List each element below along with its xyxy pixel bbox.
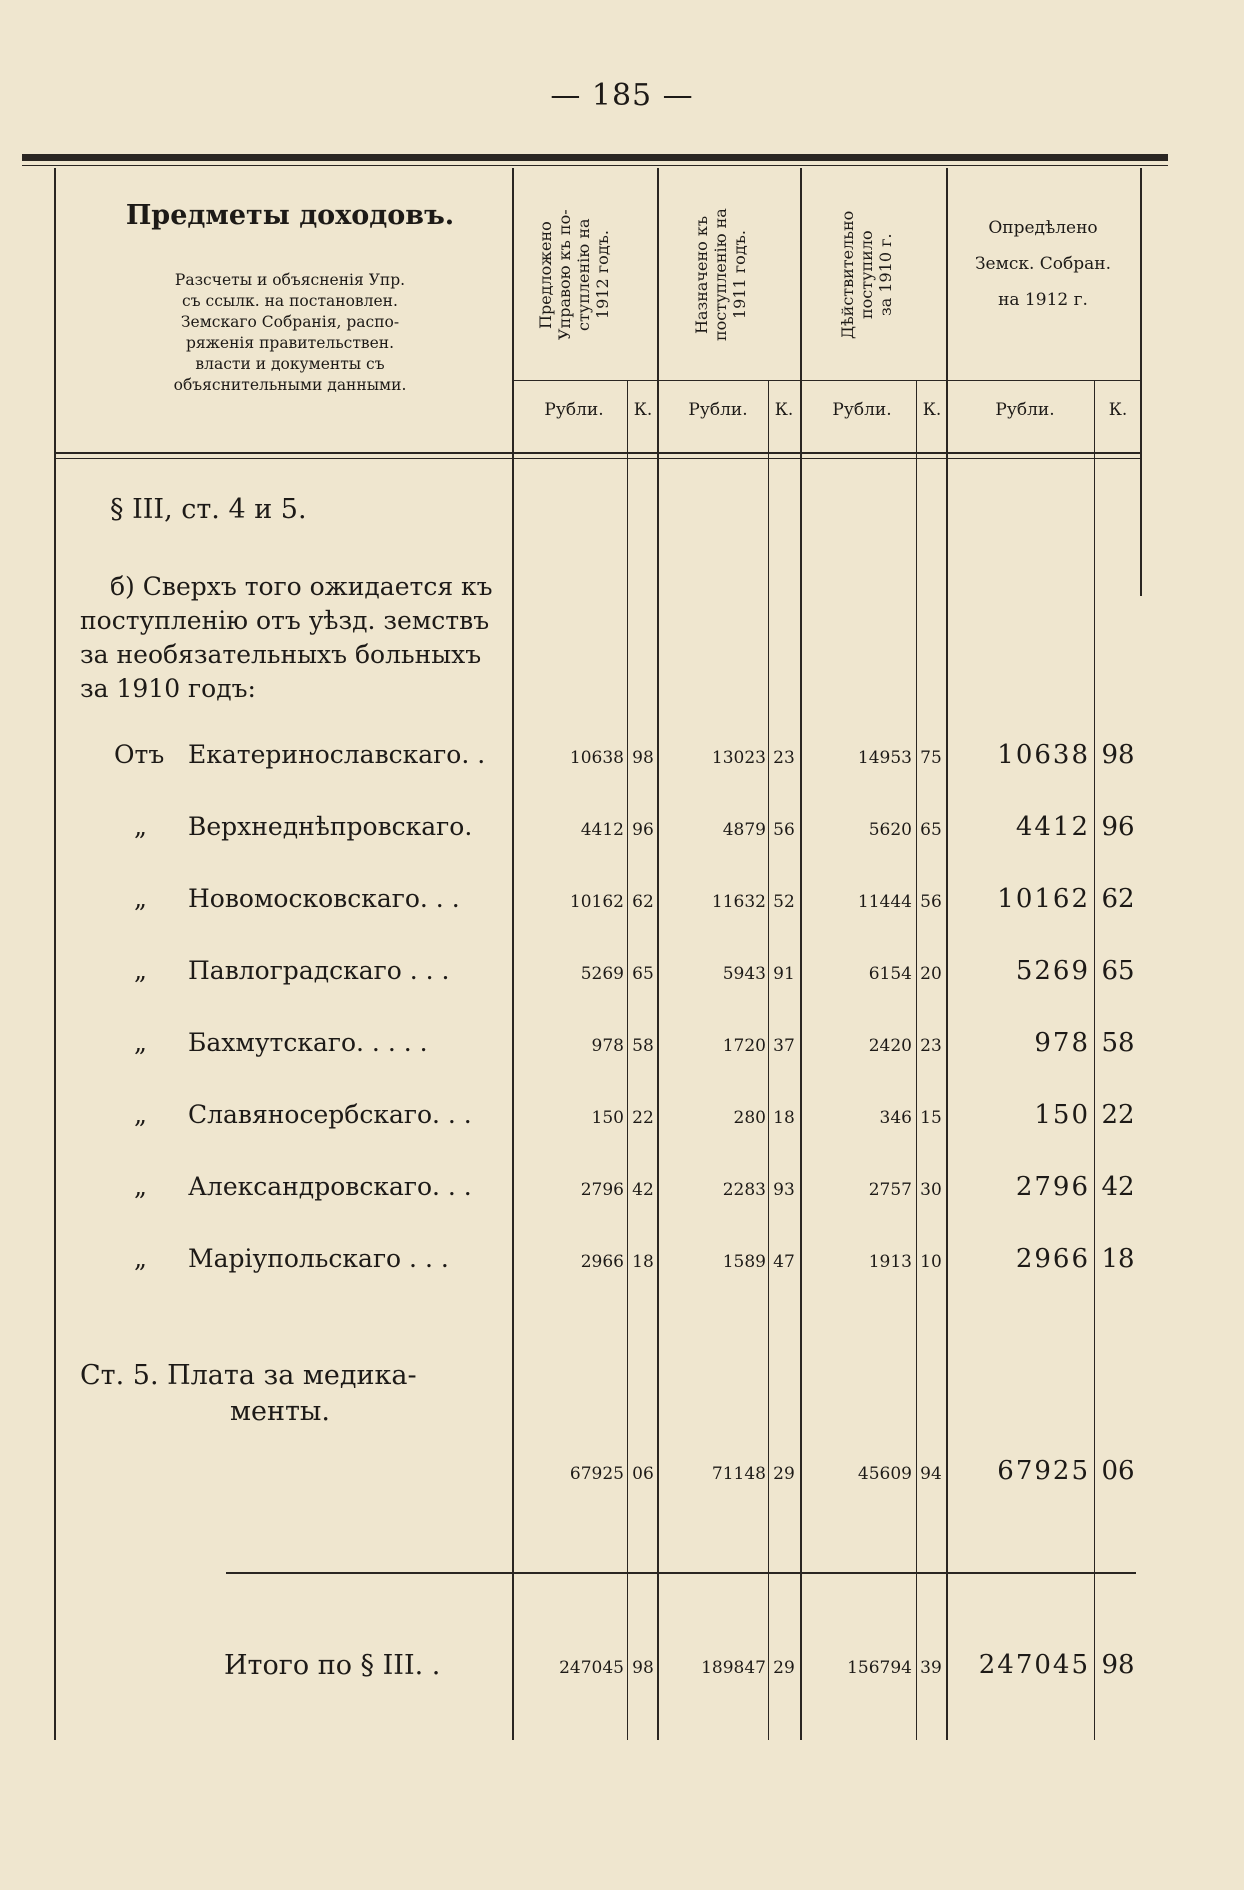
row-prefix: „ xyxy=(134,884,147,913)
row-c3-rub: 346 xyxy=(879,1108,912,1128)
col-line-c4k xyxy=(1094,380,1095,1740)
row-name: Александровскаго. . . xyxy=(188,1172,472,1201)
row-c4-rub: 2966 xyxy=(1015,1244,1090,1274)
row-c4-kop: 42 xyxy=(1101,1172,1135,1202)
row-c2-kop: 37 xyxy=(773,1036,795,1056)
row-c1-kop: 22 xyxy=(632,1108,654,1128)
row-c3-rub: 2420 xyxy=(868,1036,912,1056)
section-heading: § III, ст. 4 и 5. xyxy=(110,494,307,525)
row-c4-rub: 978 xyxy=(1034,1028,1090,1058)
row-c3-kop: 10 xyxy=(920,1252,942,1272)
row-prefix: „ xyxy=(134,956,147,985)
row-c1-rub: 10638 xyxy=(569,748,624,768)
unit-rub-2: Рубли. xyxy=(688,400,748,420)
row-c2-kop: 52 xyxy=(773,892,795,912)
row-c3-rub: 5620 xyxy=(868,820,912,840)
row-c2-kop: 47 xyxy=(773,1252,795,1272)
total-rule xyxy=(226,1572,1136,1574)
unit-kop-1: К. xyxy=(633,400,653,420)
row-c4-kop: 62 xyxy=(1101,884,1135,914)
col-line-c2 xyxy=(657,168,659,1740)
col-line-c3k xyxy=(916,380,917,1740)
total-c4-kop: 98 xyxy=(1101,1650,1135,1680)
row-c2-rub: 1720 xyxy=(722,1036,766,1056)
row-c1-rub: 2966 xyxy=(580,1252,624,1272)
row-name: Маріупольскаго . . . xyxy=(188,1244,449,1273)
total-c2-kop: 29 xyxy=(773,1658,795,1678)
col-line-c4 xyxy=(946,168,948,1740)
st5-c3-rub: 45609 xyxy=(857,1464,912,1484)
row-c4-rub: 4412 xyxy=(1015,812,1090,842)
col-line-c1 xyxy=(512,168,514,1740)
total-c3-kop: 39 xyxy=(920,1658,942,1678)
header-bottom-line xyxy=(54,452,1140,454)
header-col1: Предложено Управою къ по- ступленію на 1912 годъ. xyxy=(536,209,612,341)
total-label: Итого по § III. . xyxy=(224,1650,441,1681)
row-c1-kop: 98 xyxy=(632,748,654,768)
row-c3-kop: 20 xyxy=(920,964,942,984)
header-title: Предметы доходовъ. xyxy=(125,200,455,231)
row-c4-kop: 65 xyxy=(1101,956,1135,986)
header-col4: Опредѣлено Земск. Собран. на 1912 г. xyxy=(974,218,1112,310)
row-c4-rub: 5269 xyxy=(1015,956,1090,986)
unit-rub-1: Рубли. xyxy=(544,400,604,420)
row-c2-kop: 56 xyxy=(773,820,795,840)
st5-label: Ст. 5. Плата за медика- менты. xyxy=(80,1360,417,1427)
row-c2-kop: 91 xyxy=(773,964,795,984)
row-c2-rub: 13023 xyxy=(711,748,766,768)
total-c4-rub: 247045 xyxy=(978,1650,1090,1680)
header-col3: Дѣйствительно поступило за 1910 г. xyxy=(838,210,895,340)
row-c4-kop: 96 xyxy=(1101,812,1135,842)
row-c2-rub: 11632 xyxy=(711,892,766,912)
row-prefix: „ xyxy=(134,1028,147,1057)
top-rule xyxy=(22,154,1168,161)
row-name: Екатеринославскаго. . xyxy=(188,740,486,769)
row-name: Бахмутскаго. . . . . xyxy=(188,1028,428,1057)
row-c1-kop: 62 xyxy=(632,892,654,912)
row-name: Новомосковскаго. . . xyxy=(188,884,460,913)
total-c2-rub: 189847 xyxy=(701,1658,766,1678)
row-c3-kop: 30 xyxy=(920,1180,942,1200)
row-c4-kop: 58 xyxy=(1101,1028,1135,1058)
row-c3-rub: 14953 xyxy=(857,748,912,768)
row-c4-rub: 10638 xyxy=(997,740,1090,770)
row-c1-kop: 42 xyxy=(632,1180,654,1200)
row-c2-rub: 2283 xyxy=(722,1180,766,1200)
row-name: Славяносербскаго. . . xyxy=(188,1100,472,1129)
page-number: — 185 — xyxy=(550,78,694,113)
unit-rub-4: Рубли. xyxy=(995,400,1055,420)
row-name: Верхнеднѣпровскаго. xyxy=(188,812,473,841)
col-line-c2k xyxy=(768,380,769,1740)
row-c2-kop: 93 xyxy=(773,1180,795,1200)
total-c3-rub: 156794 xyxy=(847,1658,912,1678)
st5-c2-kop: 29 xyxy=(773,1464,795,1484)
row-prefix: „ xyxy=(134,1100,147,1129)
row-c2-rub: 280 xyxy=(733,1108,766,1128)
row-c3-rub: 6154 xyxy=(868,964,912,984)
unit-kop-2: К. xyxy=(774,400,794,420)
row-c1-rub: 5269 xyxy=(580,964,624,984)
row-c1-rub: 2796 xyxy=(580,1180,624,1200)
col-line-c1k xyxy=(627,380,628,1740)
col-line-left xyxy=(54,168,56,1740)
row-name: Павлоградскаго . . . xyxy=(188,956,450,985)
row-c3-kop: 75 xyxy=(920,748,942,768)
intro-text: б) Сверхъ того ожидается къ поступленію отъ уѣзд. земствъ за необязательныхъ больныхъ за 1910 годъ: xyxy=(80,572,493,703)
header-col2: Назначено къ поступленію на 1911 годъ. xyxy=(692,208,749,342)
row-prefix: „ xyxy=(134,1244,147,1273)
top-rule-thin xyxy=(22,165,1168,166)
row-c2-rub: 4879 xyxy=(722,820,766,840)
row-c1-kop: 58 xyxy=(632,1036,654,1056)
row-c1-kop: 65 xyxy=(632,964,654,984)
row-c1-rub: 150 xyxy=(591,1108,624,1128)
st5-c1-kop: 06 xyxy=(632,1464,654,1484)
total-c1-rub: 247045 xyxy=(559,1658,624,1678)
row-c4-rub: 10162 xyxy=(997,884,1090,914)
row-c1-rub: 978 xyxy=(591,1036,624,1056)
row-prefix: Отъ xyxy=(114,740,165,769)
row-prefix: „ xyxy=(134,1172,147,1201)
row-c3-rub: 11444 xyxy=(857,892,912,912)
row-c3-rub: 1913 xyxy=(868,1252,912,1272)
row-c2-kop: 18 xyxy=(773,1108,795,1128)
header-subtitle: Разсчеты и объясненія Упр. съ ссылк. на постановлен. Земскаго Собранія, распо- ряженія правительствен. власти и документы съ объяснительными данными. xyxy=(173,271,407,394)
row-c1-kop: 18 xyxy=(632,1252,654,1272)
row-c4-kop: 22 xyxy=(1101,1100,1135,1130)
col-line-right xyxy=(1140,168,1142,596)
row-c2-kop: 23 xyxy=(773,748,795,768)
row-c4-rub: 2796 xyxy=(1015,1172,1090,1202)
st5-c3-kop: 94 xyxy=(920,1464,942,1484)
st5-c4-kop: 06 xyxy=(1101,1456,1135,1486)
row-c4-rub: 150 xyxy=(1034,1100,1090,1130)
st5-c2-rub: 71148 xyxy=(711,1464,766,1484)
row-c3-rub: 2757 xyxy=(868,1180,912,1200)
row-c4-kop: 18 xyxy=(1101,1244,1135,1274)
row-c1-rub: 4412 xyxy=(580,820,624,840)
row-c4-kop: 98 xyxy=(1101,740,1135,770)
row-c3-kop: 65 xyxy=(920,820,942,840)
row-c2-rub: 1589 xyxy=(722,1252,766,1272)
header-bottom-line2 xyxy=(54,458,1140,459)
total-c1-kop: 98 xyxy=(632,1658,654,1678)
col-line-c3 xyxy=(800,168,802,1740)
row-c3-kop: 23 xyxy=(920,1036,942,1056)
unit-row-line xyxy=(512,380,1140,381)
unit-rub-3: Рубли. xyxy=(832,400,892,420)
row-c3-kop: 56 xyxy=(920,892,942,912)
st5-c4-rub: 67925 xyxy=(997,1456,1090,1486)
row-c3-kop: 15 xyxy=(920,1108,942,1128)
row-prefix: „ xyxy=(134,812,147,841)
row-c2-rub: 5943 xyxy=(722,964,766,984)
row-c1-kop: 96 xyxy=(632,820,654,840)
unit-kop-3: К. xyxy=(922,400,942,420)
unit-kop-4: К. xyxy=(1108,400,1128,420)
st5-c1-rub: 67925 xyxy=(569,1464,624,1484)
row-c1-rub: 10162 xyxy=(569,892,624,912)
